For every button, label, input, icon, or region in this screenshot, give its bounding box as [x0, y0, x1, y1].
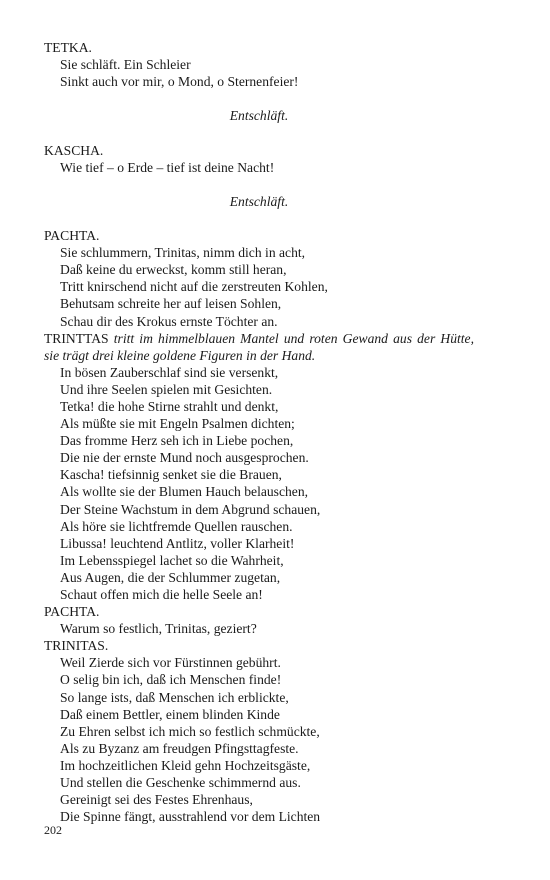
verse-line: Gereinigt sei des Festes Ehrenhaus,: [60, 792, 253, 808]
page-number: 202: [44, 823, 62, 837]
verse-line: Sie schlummern, Trinitas, nimm dich in acht,: [60, 245, 306, 261]
verse-line: O selig bin ich, daß ich Menschen finde!: [60, 672, 282, 688]
verse-line: Als wollte sie der Blumen Hauch belauschen,: [60, 484, 309, 500]
verse-line: Das fromme Herz seh ich in Liebe pochen,: [60, 433, 294, 449]
spacer: [44, 210, 474, 227]
verse-line: Schaut offen mich die helle Seele an!: [60, 587, 263, 602]
verse-line: Die Spinne fängt, ausstrahlend vor dem Lichten: [60, 809, 321, 825]
spacer: [44, 90, 474, 107]
verse-line: Als höre sie lichtfremde Quellen rauschen.: [60, 518, 293, 534]
speaker-stage-direction: [44, 330, 474, 364]
verse-line: Und stellen die Geschenke schimmernd aus.: [60, 775, 301, 791]
verse-line: Daß einem Bettler, einem blinden Kinde: [60, 706, 280, 722]
verse-line: Daß keine du erweckst, komm still heran,: [60, 262, 287, 278]
verse-line: Libussa! leuchtend Antlitz, voller Klarheit!: [60, 535, 295, 551]
stage-direction: tritt im himmelblauen Mantel und roten Gewand aus der Hütte, sie trägt drei kleine goldene Figuren in der Hand.: [44, 330, 474, 363]
verse-line: Die nie der ernste Mund noch ausgesprochen.: [60, 450, 309, 466]
verse-line: Aus Augen, die der Schlummer zugetan,: [60, 569, 281, 585]
verse-line: Und ihre Seelen spielen mit Gesichten.: [60, 381, 273, 397]
speaker-name: TRINTTAS: [44, 330, 109, 346]
verse-line: Sie schläft. Ein Schleier: [60, 57, 191, 73]
verse-line: Als müßte sie mit Engeln Psalmen dichten;: [60, 416, 295, 432]
verse-line: Weil Zierde sich vor Fürstinnen gebührt.: [60, 655, 281, 671]
speaker-name: TETKA.: [44, 40, 92, 55]
verse-line: Im Lebensspiegel lachet so die Wahrheit,: [60, 552, 284, 568]
stage-direction: Entschläft.: [229, 108, 289, 124]
speaker-name: PACHTA.: [44, 228, 100, 244]
verse-line: Behutsam schreite her auf leisen Sohlen,: [60, 296, 282, 312]
verse-line: Tetka! die hohe Stirne strahlt und denkt,: [60, 398, 279, 414]
verse-line: Wie tief – o Erde – tief ist deine Nacht!: [60, 159, 275, 175]
stage-direction: Entschläft.: [229, 193, 289, 209]
verse-line: In bösen Zauberschlaf sind sie versenkt,: [60, 364, 279, 380]
verse-line: Im hochzeitlichen Kleid gehn Hochzeitsgäste,: [60, 757, 311, 773]
spacer: [44, 176, 474, 193]
verse-line: Warum so festlich, Trinitas, geziert?: [60, 621, 257, 637]
verse-line: Kascha! tiefsinnig senket sie die Brauen,: [60, 467, 282, 483]
verse-line: So lange ists, daß Menschen ich erblickte,: [60, 689, 289, 705]
speaker-name: PACHTA.: [44, 604, 100, 620]
spacer: [44, 124, 474, 141]
verse-line: Schau dir des Krokus ernste Töchter an.: [60, 313, 278, 329]
page-text: [44, 39, 474, 825]
speaker-name: KASCHA.: [44, 142, 104, 158]
verse-line: Als zu Byzanz am freudgen Pfingsttagfeste.: [60, 740, 299, 756]
verse-line: Der Steine Wachstum in dem Abgrund schauen,: [60, 501, 321, 517]
speaker-name: TRINITAS.: [44, 638, 109, 654]
verse-line: Zu Ehren selbst ich mich so festlich schmückte,: [60, 723, 320, 739]
verse-line: Tritt knirschend nicht auf die zerstreuten Kohlen,: [60, 279, 328, 295]
verse-line: Sinkt auch vor mir, o Mond, o Sternenfeier!: [60, 74, 299, 90]
